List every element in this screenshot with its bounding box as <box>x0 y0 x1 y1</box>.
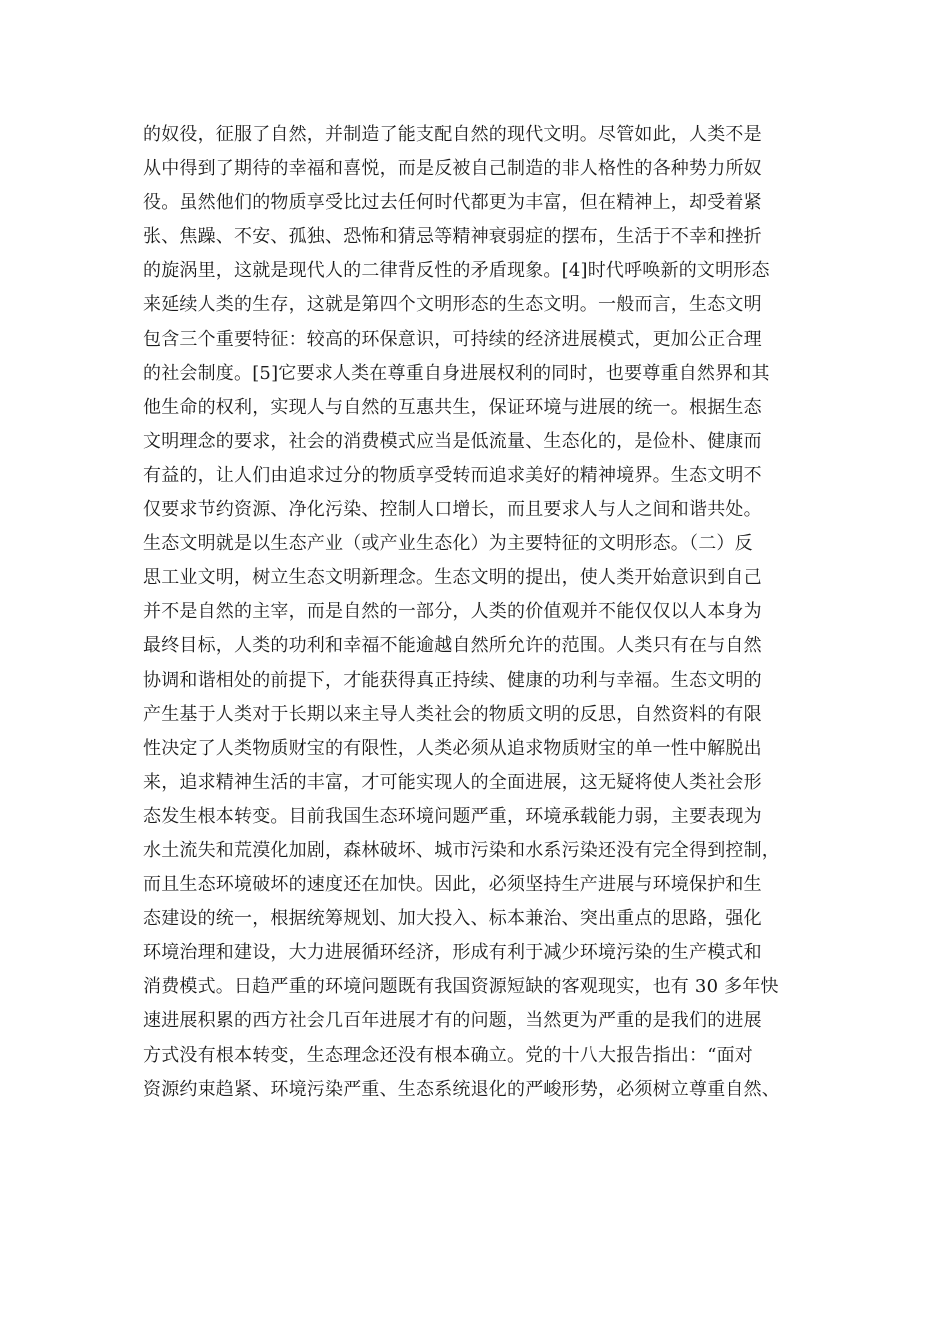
text-line: 性决定了人类物质财宝的有限性，人类必须从追求物质财宝的单一性中解脱出 <box>143 737 762 759</box>
text-line: 生态文明就是以生态产业（或产业生态化）为主要特征的文明形态。（二）反 <box>143 533 753 555</box>
text-line: 文明理念的要求，社会的消费模式应当是低流量、生态化的，是俭朴、健康而 <box>143 430 762 452</box>
text-line: 资源约束趋紧、环境污染严重、生态系统退化的严峻形势，必须树立尊重自然、 <box>143 1078 780 1100</box>
text-line: 有益的，让人们由追求过分的物质享受转而追求美好的精神境界。生态文明不 <box>143 464 762 486</box>
text-line: 协调和谐相处的前提下，才能获得真正持续、健康的功利与幸福。生态文明的 <box>143 669 762 691</box>
text-line: 的社会制度。[5]它要求人类在尊重自身进展权利的同时，也要尊重自然界和其 <box>143 362 770 384</box>
text-line: 水土流失和荒漠化加剧，森林破坏、城市污染和水系污染还没有完全得到控制， <box>143 839 780 861</box>
text-line: 来延续人类的生存，这就是第四个文明形态的生态文明。一般而言，生态文明 <box>143 294 762 316</box>
text-line: 的奴役，征服了自然，并制造了能支配自然的现代文明。尽管如此，人类不是 <box>143 124 762 145</box>
text-line: 张、焦躁、不安、孤独、恐怖和猜忌等精神衰弱症的摆布，生活于不幸和挫折 <box>143 226 762 248</box>
text-line: 并不是自然的主宰，而是自然的一部分，人类的价值观并不能仅仅以人本身为 <box>143 601 762 623</box>
text-line: 仅要求节约资源、净化污染、控制人口增长，而且要求人与人之间和谐共处。 <box>143 499 762 521</box>
text-line: 态发生根本转变。目前我国生态环境问题严重，环境承载能力弱，主要表现为 <box>143 805 762 827</box>
text-line: 态建设的统一，根据统筹规划、加大投入、标本兼治、突出重点的思路，强化 <box>143 908 762 930</box>
text-line: 来，追求精神生活的丰富，才可能实现人的全面进展，这无疑将使人类社会形 <box>143 771 762 793</box>
text-line: 役。虽然他们的物质享受比过去任何时代都更为丰富，但在精神上，却受着紧 <box>143 192 762 214</box>
text-line: 思工业文明，树立生态文明新理念。生态文明的提出，使人类开始意识到自己 <box>143 567 762 589</box>
text-line: 环境治理和建设，大力进展循环经济，形成有利于减少环境污染的生产模式和 <box>143 942 762 964</box>
text-line: 速进展积累的西方社会几百年进展才有的问题，当然更为严重的是我们的进展 <box>143 1010 762 1032</box>
text-line: 产生基于人类对于长期以来主导人类社会的物质文明的反思，自然资料的有限 <box>143 703 762 725</box>
text-line: 最终目标，人类的功利和幸福不能逾越自然所允许的范围。人类只有在与自然 <box>143 635 762 657</box>
text-line: 消费模式。日趋严重的环境问题既有我国资源短缺的客观现实，也有 30 多年快 <box>143 976 779 998</box>
text-line: 方式没有根本转变，生态理念还没有根本确立。党的十八大报告指出：“面对 <box>143 1044 753 1066</box>
text-line: 从中得到了期待的幸福和喜悦，而是反被自己制造的非人格性的各种势力所奴 <box>143 158 762 180</box>
text-line: 包含三个重要特征：较高的环保意识，可持续的经济进展模式，更加公正合理 <box>143 328 762 350</box>
body-text <box>143 118 823 1107</box>
text-line: 的旋涡里，这就是现代人的二律背反性的矛盾现象。[4]时代呼唤新的文明形态 <box>143 260 770 282</box>
text-line: 他生命的权利，实现人与自然的互惠共生，保证环境与进展的统一。根据生态 <box>143 396 762 418</box>
text-line: 而且生态环境破坏的速度还在加快。因此，必须坚持生产进展与环境保护和生 <box>143 874 762 896</box>
